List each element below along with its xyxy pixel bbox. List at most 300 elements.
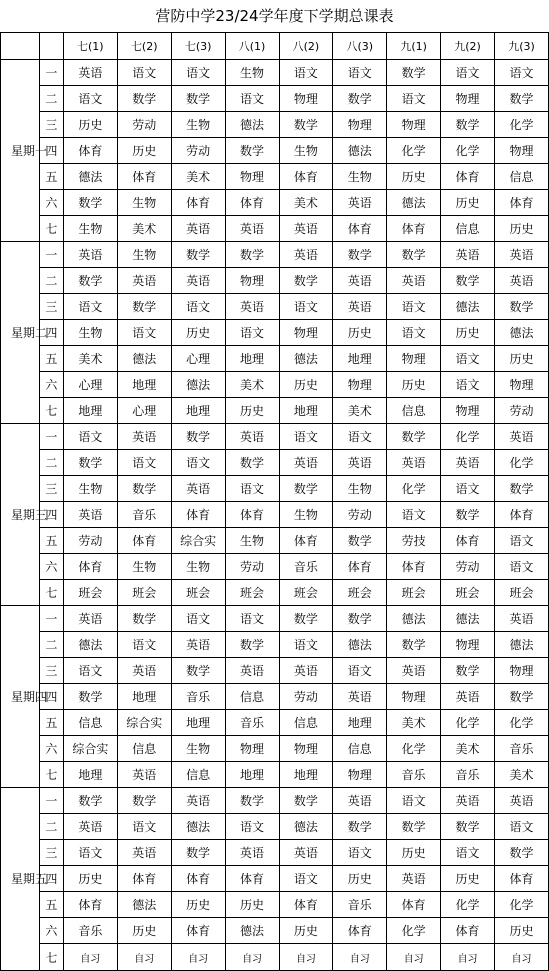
subject-cell: 美术: [225, 372, 279, 398]
subject-cell: 语文: [225, 814, 279, 840]
subject-cell: 班会: [333, 580, 387, 606]
subject-cell: 生物: [225, 60, 279, 86]
subject-cell: 体育: [333, 216, 387, 242]
subject-cell: 物理: [441, 86, 495, 112]
subject-cell: 物理: [495, 658, 549, 684]
subject-cell: 语文: [495, 60, 549, 86]
subject-cell: 音乐: [63, 918, 117, 944]
period-header-cell: [39, 33, 63, 60]
table-row: [1, 190, 549, 216]
subject-cell: 英语: [63, 814, 117, 840]
subject-cell: 信息: [441, 216, 495, 242]
subject-cell: 历史: [387, 372, 441, 398]
subject-cell: 体育: [387, 216, 441, 242]
subject-cell: 自习: [495, 944, 549, 971]
timetable: [0, 32, 549, 971]
subject-cell: 英语: [333, 294, 387, 320]
subject-cell: 语文: [63, 840, 117, 866]
subject-cell: 德法: [495, 632, 549, 658]
table-row: [1, 918, 549, 944]
subject-cell: 地理: [225, 762, 279, 788]
subject-cell: 语文: [279, 632, 333, 658]
subject-cell: 物理: [387, 684, 441, 710]
subject-cell: 历史: [387, 164, 441, 190]
subject-cell: 化学: [387, 476, 441, 502]
subject-cell: 语文: [333, 424, 387, 450]
subject-cell: 英语: [63, 242, 117, 268]
subject-cell: 数学: [495, 840, 549, 866]
subject-cell: 语文: [63, 424, 117, 450]
subject-cell: 英语: [117, 424, 171, 450]
subject-cell: 英语: [333, 450, 387, 476]
subject-cell: 数学: [495, 476, 549, 502]
subject-cell: 历史: [279, 372, 333, 398]
subject-cell: 劳动: [225, 554, 279, 580]
subject-cell: 德法: [225, 918, 279, 944]
period-number: 四: [39, 320, 63, 346]
subject-cell: 英语: [279, 216, 333, 242]
subject-cell: 物理: [495, 138, 549, 164]
subject-cell: 语文: [279, 424, 333, 450]
subject-cell: 体育: [225, 502, 279, 528]
subject-cell: 体育: [333, 918, 387, 944]
subject-cell: 体育: [495, 190, 549, 216]
subject-cell: 体育: [171, 502, 225, 528]
subject-cell: 体育: [441, 918, 495, 944]
subject-cell: 历史: [63, 866, 117, 892]
subject-cell: 英语: [63, 60, 117, 86]
subject-cell: 体育: [63, 892, 117, 918]
subject-cell: 化学: [387, 918, 441, 944]
subject-cell: 心理: [63, 372, 117, 398]
table-row: [1, 216, 549, 242]
subject-cell: 心理: [171, 346, 225, 372]
subject-cell: 美术: [333, 398, 387, 424]
subject-cell: 美术: [495, 762, 549, 788]
subject-cell: 数学: [495, 684, 549, 710]
subject-cell: 英语: [225, 216, 279, 242]
table-row: [1, 372, 549, 398]
subject-cell: 物理: [333, 762, 387, 788]
subject-cell: 英语: [171, 788, 225, 814]
table-row: [1, 138, 549, 164]
subject-cell: 综合实: [117, 710, 171, 736]
subject-cell: 语文: [279, 866, 333, 892]
table-row: [1, 242, 549, 268]
period-number: 六: [39, 372, 63, 398]
subject-cell: 体育: [279, 892, 333, 918]
subject-cell: 数学: [171, 658, 225, 684]
subject-cell: 化学: [495, 892, 549, 918]
subject-cell: 信息: [171, 762, 225, 788]
subject-cell: 地理: [63, 398, 117, 424]
period-number: 三: [39, 476, 63, 502]
period-number: 二: [39, 268, 63, 294]
subject-cell: 历史: [117, 918, 171, 944]
subject-cell: 英语: [333, 684, 387, 710]
table-row: [1, 580, 549, 606]
subject-cell: 数学: [279, 788, 333, 814]
subject-cell: 体育: [387, 892, 441, 918]
subject-cell: 英语: [171, 268, 225, 294]
subject-cell: 语文: [171, 606, 225, 632]
day-label: 星期四: [1, 606, 40, 788]
subject-cell: 语文: [63, 294, 117, 320]
subject-cell: 体育: [495, 866, 549, 892]
period-number: 五: [39, 164, 63, 190]
subject-cell: 数学: [387, 632, 441, 658]
subject-cell: 自习: [333, 944, 387, 971]
subject-cell: 物理: [333, 112, 387, 138]
subject-cell: 数学: [225, 788, 279, 814]
period-number: 三: [39, 840, 63, 866]
subject-cell: 语文: [117, 632, 171, 658]
subject-cell: 英语: [387, 658, 441, 684]
subject-cell: 德法: [117, 346, 171, 372]
subject-cell: 历史: [495, 216, 549, 242]
subject-cell: 生物: [333, 164, 387, 190]
subject-cell: 生物: [171, 112, 225, 138]
table-row: [1, 502, 549, 528]
subject-cell: 数学: [279, 606, 333, 632]
subject-cell: 地理: [171, 710, 225, 736]
class-header: 七(3): [171, 33, 225, 60]
subject-cell: 数学: [117, 86, 171, 112]
table-row: [1, 554, 549, 580]
table-row: [1, 346, 549, 372]
subject-cell: 历史: [225, 892, 279, 918]
subject-cell: 语文: [279, 294, 333, 320]
subject-cell: 班会: [495, 580, 549, 606]
subject-cell: 英语: [225, 294, 279, 320]
subject-cell: 班会: [171, 580, 225, 606]
day-label: 星期三: [1, 424, 40, 606]
subject-cell: 德法: [225, 112, 279, 138]
subject-cell: 语文: [63, 86, 117, 112]
subject-cell: 数学: [171, 86, 225, 112]
subject-cell: 体育: [387, 554, 441, 580]
subject-cell: 语文: [117, 320, 171, 346]
subject-cell: 物理: [495, 372, 549, 398]
subject-cell: 英语: [279, 242, 333, 268]
table-row: [1, 658, 549, 684]
subject-cell: 历史: [171, 892, 225, 918]
subject-cell: 生物: [63, 320, 117, 346]
subject-cell: 数学: [441, 268, 495, 294]
subject-cell: 自习: [225, 944, 279, 971]
subject-cell: 物理: [279, 86, 333, 112]
subject-cell: 德法: [441, 294, 495, 320]
subject-cell: 化学: [387, 736, 441, 762]
subject-cell: 音乐: [333, 892, 387, 918]
subject-cell: 数学: [171, 242, 225, 268]
period-number: 二: [39, 814, 63, 840]
subject-cell: 英语: [225, 658, 279, 684]
subject-cell: 体育: [63, 554, 117, 580]
subject-cell: 数学: [225, 242, 279, 268]
subject-cell: 生物: [63, 216, 117, 242]
subject-cell: 英语: [495, 268, 549, 294]
period-number: 三: [39, 294, 63, 320]
subject-cell: 物理: [225, 268, 279, 294]
subject-cell: 语文: [387, 788, 441, 814]
table-row: [1, 710, 549, 736]
subject-cell: 英语: [441, 684, 495, 710]
subject-cell: 语文: [117, 450, 171, 476]
table-row: [1, 60, 549, 86]
subject-cell: 物理: [441, 632, 495, 658]
subject-cell: 英语: [387, 450, 441, 476]
class-header: 八(3): [333, 33, 387, 60]
subject-cell: 劳动: [495, 398, 549, 424]
subject-cell: 德法: [333, 632, 387, 658]
subject-cell: 物理: [441, 398, 495, 424]
subject-cell: 语文: [117, 60, 171, 86]
subject-cell: 班会: [441, 580, 495, 606]
period-number: 五: [39, 710, 63, 736]
table-row: [1, 606, 549, 632]
subject-cell: 数学: [333, 814, 387, 840]
subject-cell: 英语: [171, 632, 225, 658]
table-row: [1, 528, 549, 554]
period-number: 一: [39, 242, 63, 268]
corner-cell: [1, 33, 40, 60]
subject-cell: 生物: [117, 554, 171, 580]
subject-cell: 英语: [387, 866, 441, 892]
period-number: 五: [39, 528, 63, 554]
subject-cell: 历史: [171, 320, 225, 346]
class-header: 九(2): [441, 33, 495, 60]
subject-cell: 德法: [279, 814, 333, 840]
subject-cell: 数学: [441, 814, 495, 840]
table-row: [1, 164, 549, 190]
subject-cell: 物理: [225, 736, 279, 762]
subject-cell: 数学: [333, 242, 387, 268]
subject-cell: 体育: [441, 164, 495, 190]
table-row: [1, 476, 549, 502]
period-number: 三: [39, 112, 63, 138]
subject-cell: 信息: [225, 684, 279, 710]
subject-cell: 体育: [117, 164, 171, 190]
subject-cell: 语文: [225, 320, 279, 346]
subject-cell: 历史: [387, 840, 441, 866]
subject-cell: 德法: [117, 892, 171, 918]
subject-cell: 信息: [63, 710, 117, 736]
period-number: 二: [39, 86, 63, 112]
subject-cell: 自习: [63, 944, 117, 971]
subject-cell: 数学: [225, 450, 279, 476]
subject-cell: 数学: [441, 112, 495, 138]
subject-cell: 语文: [441, 372, 495, 398]
subject-cell: 体育: [225, 866, 279, 892]
subject-cell: 音乐: [225, 710, 279, 736]
subject-cell: 自习: [279, 944, 333, 971]
subject-cell: 生物: [225, 528, 279, 554]
table-row: [1, 268, 549, 294]
subject-cell: 数学: [63, 788, 117, 814]
subject-cell: 德法: [171, 372, 225, 398]
subject-cell: 物理: [279, 736, 333, 762]
period-number: 二: [39, 450, 63, 476]
subject-cell: 德法: [387, 606, 441, 632]
period-number: 六: [39, 918, 63, 944]
subject-cell: 数学: [225, 138, 279, 164]
subject-cell: 英语: [387, 268, 441, 294]
subject-cell: 劳动: [279, 684, 333, 710]
subject-cell: 美术: [117, 216, 171, 242]
subject-cell: 数学: [387, 814, 441, 840]
subject-cell: 物理: [279, 320, 333, 346]
subject-cell: 自习: [117, 944, 171, 971]
table-row: [1, 866, 549, 892]
subject-cell: 德法: [495, 320, 549, 346]
subject-cell: 体育: [63, 138, 117, 164]
subject-cell: 生物: [171, 554, 225, 580]
subject-cell: 体育: [279, 164, 333, 190]
subject-cell: 生物: [117, 242, 171, 268]
subject-cell: 英语: [441, 788, 495, 814]
subject-cell: 体育: [171, 918, 225, 944]
subject-cell: 地理: [333, 710, 387, 736]
subject-cell: 体育: [279, 528, 333, 554]
subject-cell: 自习: [387, 944, 441, 971]
period-number: 一: [39, 606, 63, 632]
subject-cell: 英语: [225, 424, 279, 450]
subject-cell: 劳动: [171, 138, 225, 164]
table-row: [1, 632, 549, 658]
subject-cell: 音乐: [387, 762, 441, 788]
subject-cell: 物理: [333, 372, 387, 398]
subject-cell: 生物: [279, 138, 333, 164]
subject-cell: 语文: [279, 60, 333, 86]
subject-cell: 体育: [117, 528, 171, 554]
subject-cell: 数学: [441, 502, 495, 528]
subject-cell: 历史: [117, 138, 171, 164]
subject-cell: 英语: [333, 788, 387, 814]
subject-cell: 英语: [171, 216, 225, 242]
subject-cell: 自习: [171, 944, 225, 971]
table-row: [1, 424, 549, 450]
table-row: [1, 814, 549, 840]
subject-cell: 德法: [333, 138, 387, 164]
subject-cell: 数学: [63, 684, 117, 710]
period-number: 二: [39, 632, 63, 658]
subject-cell: 班会: [63, 580, 117, 606]
subject-cell: 地理: [63, 762, 117, 788]
period-number: 三: [39, 658, 63, 684]
subject-cell: 体育: [117, 866, 171, 892]
subject-cell: 自习: [441, 944, 495, 971]
subject-cell: 信息: [117, 736, 171, 762]
page-title: 营防中学23/24学年度下学期总课表: [155, 7, 394, 25]
subject-cell: 英语: [441, 242, 495, 268]
subject-cell: 语文: [441, 60, 495, 86]
subject-cell: 体育: [225, 190, 279, 216]
subject-cell: 数学: [441, 658, 495, 684]
subject-cell: 德法: [171, 814, 225, 840]
subject-cell: 语文: [63, 658, 117, 684]
subject-cell: 信息: [333, 736, 387, 762]
subject-cell: 历史: [63, 112, 117, 138]
subject-cell: 历史: [495, 918, 549, 944]
subject-cell: 英语: [279, 840, 333, 866]
subject-cell: 数学: [117, 606, 171, 632]
subject-cell: 数学: [387, 424, 441, 450]
subject-cell: 历史: [495, 346, 549, 372]
subject-cell: 劳技: [387, 528, 441, 554]
subject-cell: 语文: [225, 606, 279, 632]
period-number: 七: [39, 216, 63, 242]
period-number: 四: [39, 138, 63, 164]
subject-cell: 英语: [171, 476, 225, 502]
subject-cell: 美术: [171, 164, 225, 190]
subject-cell: 英语: [117, 840, 171, 866]
subject-cell: 语文: [117, 814, 171, 840]
header-row: [1, 33, 549, 60]
subject-cell: 历史: [441, 320, 495, 346]
subject-cell: 劳动: [333, 502, 387, 528]
subject-cell: 数学: [495, 86, 549, 112]
table-row: [1, 944, 549, 971]
subject-cell: 英语: [279, 450, 333, 476]
subject-cell: 语文: [225, 86, 279, 112]
table-row: [1, 86, 549, 112]
subject-cell: 化学: [387, 138, 441, 164]
subject-cell: 语文: [171, 60, 225, 86]
subject-cell: 化学: [441, 892, 495, 918]
subject-cell: 语文: [333, 840, 387, 866]
table-row: [1, 398, 549, 424]
subject-cell: 数学: [117, 294, 171, 320]
subject-cell: 劳动: [441, 554, 495, 580]
subject-cell: 生物: [171, 736, 225, 762]
subject-cell: 地理: [171, 398, 225, 424]
subject-cell: 音乐: [171, 684, 225, 710]
subject-cell: 信息: [387, 398, 441, 424]
subject-cell: 化学: [495, 450, 549, 476]
subject-cell: 数学: [387, 60, 441, 86]
subject-cell: 班会: [117, 580, 171, 606]
subject-cell: 英语: [495, 424, 549, 450]
subject-cell: 语文: [495, 528, 549, 554]
subject-cell: 德法: [63, 632, 117, 658]
period-number: 一: [39, 60, 63, 86]
period-number: 一: [39, 424, 63, 450]
subject-cell: 信息: [495, 164, 549, 190]
subject-cell: 数学: [279, 268, 333, 294]
subject-cell: 地理: [279, 762, 333, 788]
subject-cell: 音乐: [117, 502, 171, 528]
subject-cell: 数学: [117, 788, 171, 814]
table-row: [1, 112, 549, 138]
subject-cell: 音乐: [441, 762, 495, 788]
subject-cell: 化学: [495, 710, 549, 736]
subject-cell: 化学: [495, 112, 549, 138]
subject-cell: 物理: [387, 346, 441, 372]
subject-cell: 语文: [441, 346, 495, 372]
table-row: [1, 450, 549, 476]
class-header: 八(1): [225, 33, 279, 60]
table-row: [1, 294, 549, 320]
subject-cell: 物理: [387, 112, 441, 138]
subject-cell: 数学: [63, 190, 117, 216]
subject-cell: 英语: [117, 762, 171, 788]
subject-cell: 劳动: [63, 528, 117, 554]
subject-cell: 语文: [441, 840, 495, 866]
subject-cell: 德法: [63, 164, 117, 190]
subject-cell: 美术: [441, 736, 495, 762]
class-header: 七(2): [117, 33, 171, 60]
